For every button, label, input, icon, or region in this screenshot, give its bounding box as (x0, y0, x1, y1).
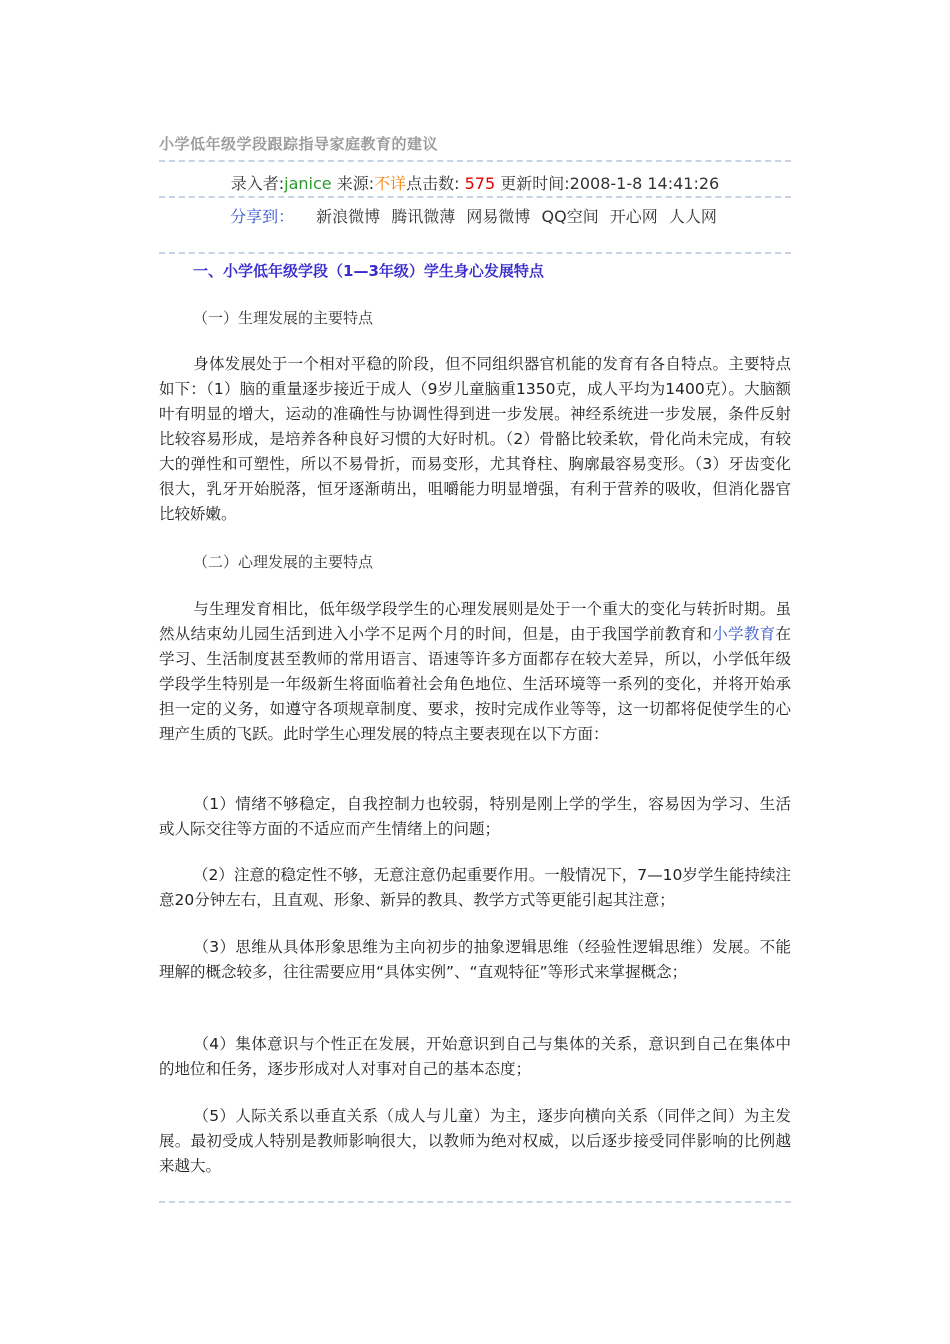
point-4 (159, 1032, 791, 1082)
source-value: 不详 (374, 174, 407, 193)
point-1 (159, 792, 791, 842)
point-text: （2）注意的稳定性不够，无意注意仍起重要作用。一般情况下，7—10岁学生能持续注意20分钟左右，且直观、形象、新异的教具、教学方式等更能引起其注意； (159, 866, 791, 909)
share-weibo-tencent[interactable]: 腾讯微薄 (391, 207, 456, 226)
primary-education-link[interactable]: 小学教育 (712, 625, 776, 643)
article-meta (159, 171, 791, 194)
share-weibo-sina[interactable]: 新浪微博 (316, 207, 381, 226)
share-weibo-netease[interactable]: 网易微博 (466, 207, 531, 226)
point-text: （5）人际关系以垂直关系（成人与儿童）为主，逐步向横向关系（同伴之间）为主发展。最初受成人特别是教师影响很大，以教师为绝对权威，以后逐步接受同伴影响的比例越来越大。 (159, 1107, 791, 1175)
paragraph-physical (159, 352, 791, 527)
hits-label: 点击数: (406, 174, 465, 193)
source-label: 来源: (331, 174, 375, 193)
updated-time: 2008-1-8 14:41:26 (569, 174, 720, 193)
author-name[interactable]: janice (284, 174, 332, 193)
paragraph-psychological (159, 597, 791, 747)
divider (159, 1201, 791, 1203)
article-title: 小学低年级学段跟踪指导家庭教育的建议 (159, 135, 439, 153)
share-qzone[interactable]: QQ空间 (541, 207, 599, 226)
point-text: （4）集体意识与个性正在发展，开始意识到自己与集体的关系，意识到自己在集体中的地位和任务，逐步形成对人对事对自己的基本态度； (159, 1035, 791, 1078)
subheading-physical: （一）生理发展的主要特点 (193, 309, 374, 327)
point-3 (159, 935, 791, 985)
section-heading: 一、小学低年级学段（1—3年级）学生身心发展特点 (193, 262, 544, 280)
share-renren[interactable]: 人人网 (668, 207, 717, 226)
hits-count: 575 (464, 174, 496, 193)
share-bar (159, 204, 791, 227)
author-label: 录入者: (230, 174, 285, 193)
point-5 (159, 1104, 791, 1179)
point-text: （3）思维从具体形象思维为主向初步的抽象逻辑思维（经验性逻辑思维）发展。不能理解的概念较多，往往需要应用“具体实例”、“直观特征”等形式来掌握概念； (159, 938, 791, 981)
divider (159, 160, 791, 162)
divider (159, 196, 791, 198)
paragraph-text: 与生理发育相比，低年级学段学生的心理发展则是处于一个重大的变化与转折时期。虽然从结束幼儿园生活到进入小学不足两个月的时间，但是，由于我国学前教育和 (159, 600, 791, 643)
paragraph-text: 身体发展处于一个相对平稳的阶段，但不同组织器官机能的发育有各自特点。主要特点如下：（1）脑的重量逐步接近于成人（9岁儿童脑重1350克，成人平均为1400克）。大脑额叶有明显的增大，运动的准确性与协调性得到进一步发展。神经系统进一步发展，条件反射比较容易形成，是培养各种良好习惯的大好时机。（2）骨骼比较柔软，骨化尚未完成，有较大的弹性和可塑性，所以不易骨折，而易变形，尤其脊柱、胸廓最容易变形。（3）牙齿变化很大，乳牙开始脱落，恒牙逐渐萌出，咀嚼能力明显增强，有利于营养的吸收，但消化器官比较娇嫩。 (159, 355, 791, 523)
point-text: （1）情绪不够稳定，自我控制力也较弱，特别是刚上学的学生，容易因为学习、生活或人际交往等方面的不适应而产生情绪上的问题； (159, 795, 791, 838)
updated-label: 更新时间: (495, 174, 570, 193)
paragraph-text: 在学习、生活制度甚至教师的常用语言、语速等许多方面都存在较大差异，所以，小学低年级学段学生特别是一年级新生将面临着社会角色地位、生活环境等一系列的变化，并将开始承担一定的义务，如遵守各项规章制度、要求，按时完成作业等等，这一切都将促使学生的心理产生质的飞跃。此时学生心理发展的特点主要表现在以下方面： (159, 625, 791, 743)
divider (159, 252, 791, 254)
subheading-psychological: （二）心理发展的主要特点 (193, 553, 374, 571)
point-2 (159, 863, 791, 913)
share-kaixin[interactable]: 开心网 (609, 207, 658, 226)
share-label: 分享到： (230, 207, 295, 226)
